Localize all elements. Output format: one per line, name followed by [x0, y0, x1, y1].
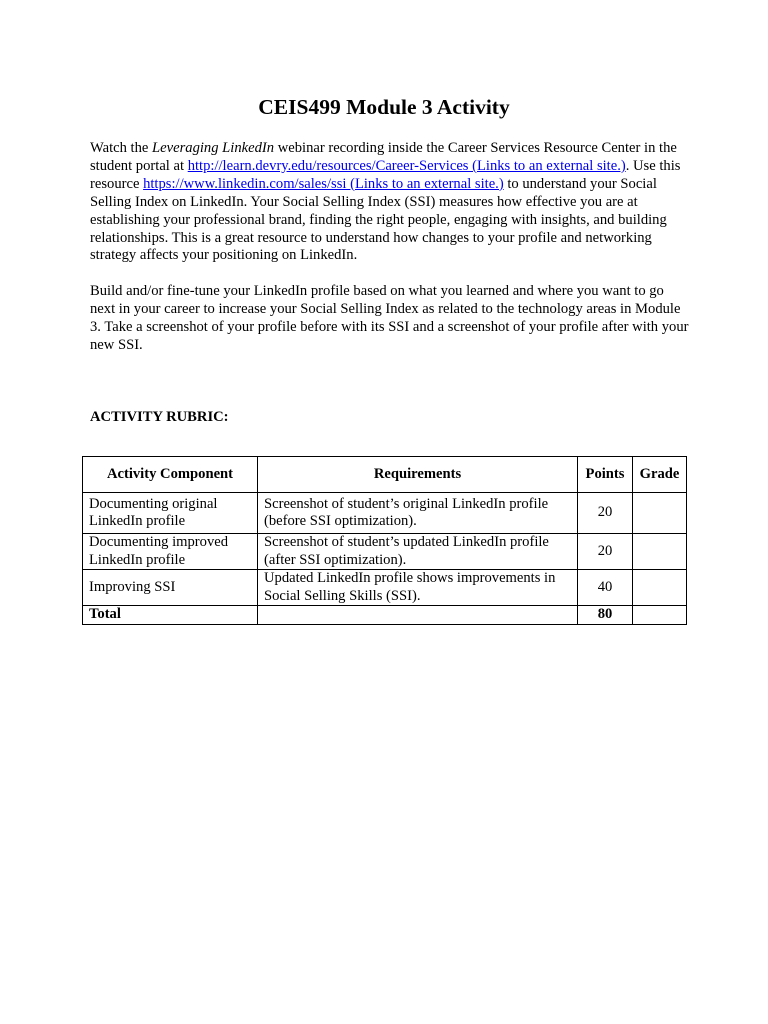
rubric-table: [82, 456, 687, 625]
total-requirements: [258, 606, 578, 625]
cell-grade: [633, 534, 687, 570]
total-points: 80: [578, 606, 633, 625]
header-component: Activity Component: [83, 457, 258, 493]
instructions-paragraph: Build and/or fine-tune your LinkedIn profile based on what you learned and where you want to go next in your career to increase your Social Selling Index as related to the technology areas in Module 3. Take a screenshot of your profile before with its SSI and a screenshot of your profile after with your new SSI.: [90, 283, 689, 353]
webinar-name: Leveraging LinkedIn: [152, 140, 275, 156]
intro-text-mid1: webinar recording inside the Career Services Resource Center in the student portal at: [90, 140, 677, 174]
total-grade: [633, 606, 687, 625]
table-row: [83, 570, 687, 606]
cell-requirements: Screenshot of student’s updated LinkedIn profile (after SSI optimization).: [258, 534, 578, 570]
intro-text-mid2: . Use this resource: [90, 157, 681, 192]
total-row: [83, 606, 687, 625]
cell-component: Improving SSI: [83, 570, 258, 606]
header-grade: Grade: [633, 457, 687, 493]
header-requirements: Requirements: [258, 457, 578, 493]
cell-grade: [633, 493, 687, 534]
rubric-header-row: [83, 457, 687, 493]
intro-text-prefix: Watch the: [90, 140, 153, 156]
header-points: Points: [578, 457, 633, 493]
table-row: [83, 534, 687, 570]
cell-requirements: Screenshot of student’s original LinkedIn profile (before SSI optimization).: [258, 493, 578, 534]
intro-text-suffix: to understand your Social Selling Index on LinkedIn. Your Social Selling Index (SSI) measures how effective you are at establishing your professional brand, finding the right people, engaging with insights, and building relationships. This is a great resource to understand how changes to your profile and networking strategy affects your positioning on LinkedIn.: [90, 175, 667, 264]
cell-component: Documenting original LinkedIn profile: [83, 493, 258, 534]
rubric-heading: ACTIVITY RUBRIC:: [90, 409, 229, 425]
career-services-link[interactable]: http://learn.devry.edu/resources/Career-Services (Links to an external site.): [187, 157, 626, 174]
table-row: [83, 493, 687, 534]
total-label: Total: [83, 606, 258, 625]
page-title: CEIS499 Module 3 Activity: [258, 95, 510, 119]
cell-points: 40: [578, 570, 633, 606]
cell-component: Documenting improved LinkedIn profile: [83, 534, 258, 570]
intro-paragraph: [90, 140, 690, 265]
cell-grade: [633, 570, 687, 606]
cell-requirements: Updated LinkedIn profile shows improvements in Social Selling Skills (SSI).: [258, 570, 578, 606]
ssi-link[interactable]: https://www.linkedin.com/sales/ssi (Links to an external site.): [143, 175, 504, 192]
cell-points: 20: [578, 493, 633, 534]
cell-points: 20: [578, 534, 633, 570]
